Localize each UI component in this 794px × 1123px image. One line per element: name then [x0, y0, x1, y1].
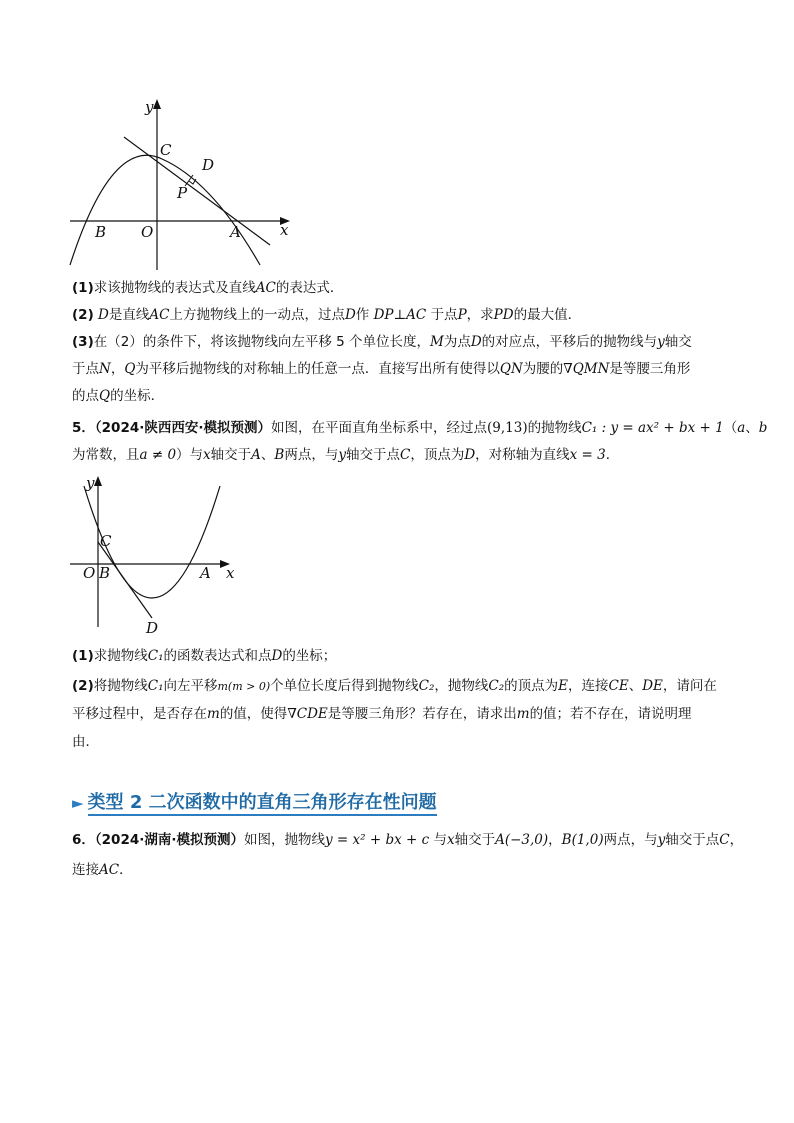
label-x: x	[226, 564, 235, 582]
question-number: 6．	[72, 832, 95, 848]
figure-parabola-2	[62, 472, 242, 638]
q4-part2: (2) D是直线AC上方抛物线上的一动点，过点D作 DP⊥AC 于点P，求PD的最大值．	[72, 307, 582, 323]
label-x: x	[280, 221, 289, 239]
y-axis-arrow-icon	[94, 476, 102, 486]
part-number: (1)	[72, 280, 94, 296]
label-y: y	[86, 474, 95, 492]
question-number: 5．	[72, 420, 95, 436]
label-o: O	[83, 564, 96, 582]
q5-part1: (1)求抛物线C₁的函数表达式和点D的坐标；	[72, 648, 337, 664]
part-number: (1)	[72, 648, 94, 664]
q5-part2-line3: 由．	[72, 734, 99, 750]
label-b: B	[99, 564, 111, 582]
part-number: (2)	[72, 307, 94, 323]
label-c: C	[160, 141, 172, 159]
q4-part3-line1: (3)在（2）的条件下，将该抛物线向左平移 5 个单位长度，M为点D的对应点，平移后的抛物线与y轴交	[72, 334, 692, 350]
q5-part2-line1: (2)将抛物线C₁向左平移m(m > 0)个单位长度后得到抛物线C₂，抛物线C₂的顶点为E，连接CE、DE，请问在	[72, 678, 717, 694]
label-c: C	[100, 532, 112, 550]
question-source: （2024·湖南·模拟预测）	[94, 832, 244, 848]
label-a: A	[230, 223, 241, 241]
q5-part2-line2: 平移过程中，是否存在m的值，使得∇CDE是等腰三角形？若存在，请求出m的值；若不存在，请说明理	[72, 706, 692, 722]
q4-part1: (1)求该抛物线的表达式及直线AC的表达式．	[72, 280, 344, 296]
label-d: D	[202, 156, 215, 174]
q5-stem-line2: 为常数，且a ≠ 0）与x轴交于A、B两点，与y轴交于点C，顶点为D，对称轴为直线x = 3．	[72, 447, 620, 463]
q6-stem-line1: 6．（2024·湖南·模拟预测）如图，抛物线y = x² + bx + c 与x轴交于A(−3,0)，B(1,0)两点，与y轴交于点C，	[72, 832, 744, 848]
parabola-curve	[70, 155, 260, 265]
label-p: P	[177, 184, 188, 202]
label-b: B	[95, 223, 107, 241]
part-number: (3)	[72, 334, 94, 350]
q4-part3-line3: 的点Q的坐标．	[72, 388, 165, 404]
q5-stem-line1: 5．（2024·陕西西安·模拟预测）如图，在平面直角坐标系中，经过点(9,13)的抛物线C₁ : y = ax² + bx + 1（a、b	[72, 420, 768, 436]
triangle-marker-icon: ►	[72, 794, 84, 812]
q6-stem-line2: 连接AC．	[72, 862, 133, 878]
label-a: A	[200, 564, 211, 582]
question-source: （2024·陕西西安·模拟预测）	[94, 420, 271, 436]
label-y: y	[145, 98, 154, 116]
figure-parabola-1	[62, 95, 302, 273]
q4-part3-line2: 于点N，Q为平移后抛物线的对称轴上的任意一点．直接写出所有使得以QN为腰的∇QMN是等腰三角形	[72, 361, 691, 377]
part-number: (2)	[72, 678, 94, 694]
y-axis-arrow-icon	[153, 99, 161, 109]
section-heading-text: 类型 2 二次函数中的直角三角形存在性问题	[88, 792, 437, 816]
section-heading	[72, 790, 437, 816]
label-d: D	[146, 619, 159, 637]
label-o: O	[141, 223, 154, 241]
